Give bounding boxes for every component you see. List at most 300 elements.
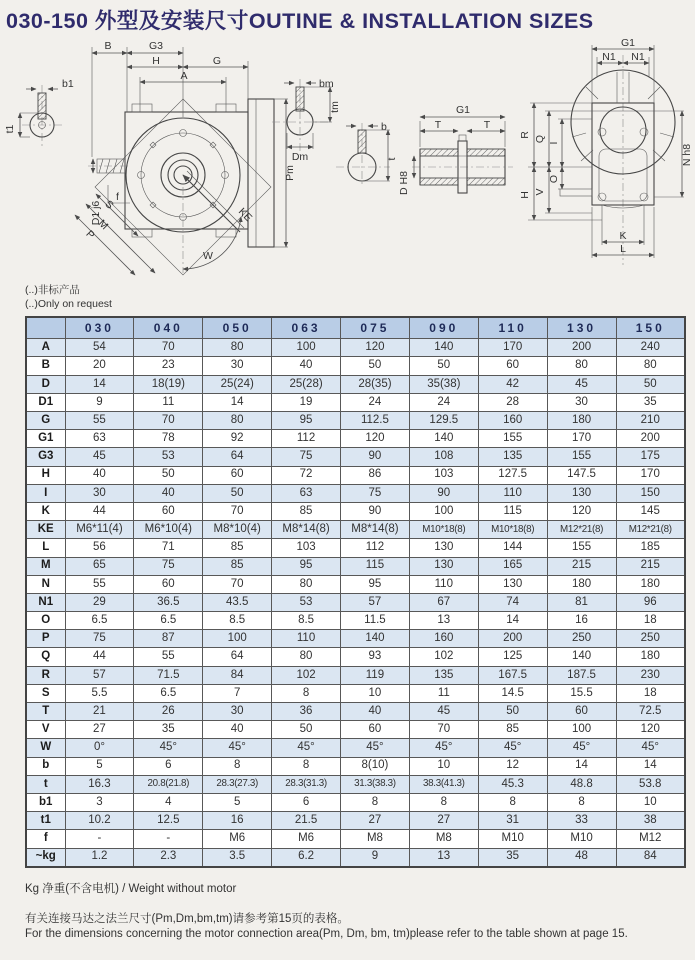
dimension-cell: 16 [203,812,272,830]
dim-label-dh8: D H8 [398,171,410,195]
table-row-D1 [26,393,685,411]
dimension-cell: 45.3 [478,775,547,793]
dim-label-O: O [548,174,560,184]
table-row-R [26,666,685,684]
dimension-cell: 28.3(31.3) [272,775,341,793]
dim-label-G: G [212,55,222,67]
dimension-cell: 150 [616,484,685,502]
dimension-cell: 80 [616,357,685,375]
table-row-t [26,775,685,793]
dimension-cell: 140 [547,648,616,666]
dimension-cell: 5.5 [65,684,134,702]
dimension-cell: 36.5 [134,593,203,611]
row-label: Q [26,648,65,666]
weight-note: Kg 净重(不含电机) / Weight without motor [25,882,237,895]
dimension-cell: 30 [203,703,272,721]
dimension-cell: M10*18(8) [409,521,478,539]
dimension-cell: 45° [134,739,203,757]
dimension-cell: 3.5 [203,848,272,867]
dimension-cell: 72.5 [616,703,685,721]
dimension-cell: 70 [203,575,272,593]
dimension-cell: 8 [478,793,547,811]
dim-label-tm: tm [329,101,341,113]
dim-label-n1-right: N1 [631,51,645,63]
dimension-cell: 50 [341,357,410,375]
dimension-cell: 71 [134,539,203,557]
dimension-cell: 45° [478,739,547,757]
dimension-cell: M8*14(8) [341,521,410,539]
dimension-cell: 45° [409,739,478,757]
dimension-cell: 170 [547,430,616,448]
table-row-I [26,484,685,502]
request-notes [25,284,695,311]
column-header-150: 150 [616,317,685,339]
dimension-cell: 102 [272,666,341,684]
row-label: G [26,412,65,430]
dimension-cell: 7 [203,684,272,702]
dimension-cell: 29 [65,593,134,611]
dimension-cell: 13 [409,848,478,867]
table-row-M [26,557,685,575]
row-label: t [26,775,65,793]
dimension-cell: 125 [478,648,547,666]
dimension-cell: 45 [547,375,616,393]
dimension-cell: 210 [616,412,685,430]
dimension-cell: 27 [409,812,478,830]
dimension-cell: 48.8 [547,775,616,793]
dimension-cell: 85 [203,557,272,575]
dimension-cell: 43.5 [203,593,272,611]
dimension-cell: 130 [409,557,478,575]
dimension-cell: 155 [547,448,616,466]
dimension-cell: 45° [272,739,341,757]
dimension-cell: 84 [203,666,272,684]
dimension-cell: 110 [478,484,547,502]
dimension-cell: M12 [616,830,685,848]
dim-label-M: M [95,217,111,233]
dimension-cell: 120 [341,339,410,357]
dimension-cell: M10*18(8) [478,521,547,539]
dimension-cell: 8 [272,684,341,702]
dimension-cell: M8*14(8) [272,521,341,539]
row-label: B [26,357,65,375]
dimension-cell: 53 [272,593,341,611]
dimension-cell: 215 [547,557,616,575]
dimension-cell: 75 [272,448,341,466]
dimension-cell: 108 [409,448,478,466]
row-label: t1 [26,812,65,830]
dimension-cell: 14 [478,612,547,630]
dimension-cell: 200 [478,630,547,648]
dim-label-g1-shaft: G1 [455,104,471,116]
dimension-cell: 54 [65,339,134,357]
dimension-cell: 16.3 [65,775,134,793]
table-corner-cell [26,317,65,339]
dim-label-b1: b1 [62,78,74,90]
column-header-030: 030 [65,317,134,339]
dim-label-G3: G3 [148,40,164,52]
dim-label-g1-rear: G1 [620,37,636,49]
dimension-cell: 30 [65,484,134,502]
dimension-cell: 40 [341,703,410,721]
dimension-cell: 20 [65,357,134,375]
dimension-cell: 50 [616,375,685,393]
dimension-cell: 19 [272,393,341,411]
dimension-cell: 86 [341,466,410,484]
dimension-cell: 63 [272,484,341,502]
dimension-cell: 12.5 [134,812,203,830]
footer-note-en: For the dimensions concerning the motor connection area(Pm, Dm, bm, tm)please refer to the table shown at page 15. [25,928,628,941]
dimension-cell: 180 [547,575,616,593]
dimension-cell: 6.2 [272,848,341,867]
dimension-cell: 70 [409,721,478,739]
dimension-cell: 60 [341,721,410,739]
dimension-cell: 60 [134,502,203,520]
dimension-cell: 64 [203,648,272,666]
dimension-cell: 5 [203,793,272,811]
dim-label-t1: t1 [4,124,16,134]
dimension-cell: 38.3(41.3) [409,775,478,793]
dimension-cell: 28(35) [341,375,410,393]
dimension-cell: 26 [134,703,203,721]
dimension-cell: 110 [409,575,478,593]
dimension-cell: 8(10) [341,757,410,775]
row-label: G3 [26,448,65,466]
row-label: N1 [26,593,65,611]
dimension-cell: 38 [616,812,685,830]
dimension-cell: 35 [478,848,547,867]
table-row-D [26,375,685,393]
dimension-cell: 8 [272,757,341,775]
dimension-cell: 45 [65,448,134,466]
dimension-cell: 160 [478,412,547,430]
dimension-cell: 144 [478,539,547,557]
dimension-cell: M6*11(4) [65,521,134,539]
dimension-cell: 20.8(21.8) [134,775,203,793]
dimension-drawings-svg [0,37,695,282]
dimension-cell: 35(38) [409,375,478,393]
dim-label-n1-left: N1 [602,51,616,63]
dimension-cell: 80 [272,648,341,666]
dimension-cell: 140 [409,339,478,357]
dimension-cell: 67 [409,593,478,611]
dimension-cell: 16 [547,612,616,630]
dimension-cell: 130 [547,484,616,502]
dimension-cell: 50 [478,703,547,721]
dimension-cell: 27 [65,721,134,739]
row-label: ~kg [26,848,65,867]
row-label: P [26,630,65,648]
dimension-cell: 40 [134,484,203,502]
dim-label-nh8: N h8 [681,143,693,167]
dimension-cell: 155 [547,539,616,557]
dimension-cell: 57 [65,666,134,684]
dimension-cell: 45° [341,739,410,757]
dimension-cell: 5 [65,757,134,775]
dimension-cell: 3 [65,793,134,811]
table-row-~kg [26,848,685,867]
table-row-t1 [26,812,685,830]
dimension-cell: 78 [134,430,203,448]
dimension-cell: 24 [409,393,478,411]
dimension-cell: 140 [341,630,410,648]
table-row-B [26,357,685,375]
column-header-063: 063 [272,317,341,339]
dimension-cell: 170 [616,466,685,484]
table-row-V [26,721,685,739]
dim-label-R: R [519,131,531,139]
dimension-cell: M6 [203,830,272,848]
dim-label-Dm: Dm [291,151,309,163]
dimension-cell: 175 [616,448,685,466]
dimension-cell: 56 [65,539,134,557]
dimension-cell: 6.5 [65,612,134,630]
rear-view [519,37,693,265]
dimension-cell: 95 [272,412,341,430]
dimension-cell: 50 [134,466,203,484]
dimension-cell: 1.2 [65,848,134,867]
row-label: G1 [26,430,65,448]
dimension-cell: 80 [547,357,616,375]
dimension-cell: 10 [616,793,685,811]
table-row-KE [26,521,685,539]
dimension-cell: 18 [616,684,685,702]
dimension-cell: 100 [203,630,272,648]
row-label: V [26,721,65,739]
dimension-cell: 36 [272,703,341,721]
dim-label-f: f [116,191,119,203]
dim-label-W: W [203,250,213,262]
dimension-cell: - [134,830,203,848]
table-row-G1 [26,430,685,448]
dimension-cell: 170 [478,339,547,357]
dimension-cell: 92 [203,430,272,448]
dimension-cell: 8.5 [272,612,341,630]
dimension-cell: 31.3(38.3) [341,775,410,793]
dimension-cell: 4 [134,793,203,811]
dimension-cell: 100 [272,339,341,357]
dimension-cell: 100 [547,721,616,739]
table-row-f [26,830,685,848]
table-row-N1 [26,593,685,611]
table-row-P [26,630,685,648]
dimension-cell: 11 [409,684,478,702]
dimension-cell: 165 [478,557,547,575]
dimension-cell: 215 [616,557,685,575]
dimension-cell: 85 [478,721,547,739]
dimension-cell: 18 [616,612,685,630]
row-label: T [26,703,65,721]
dimension-cell: 35 [134,721,203,739]
dimension-cell: 28.3(27.3) [203,775,272,793]
dimension-cell: M12*21(8) [547,521,616,539]
dimension-cell: 60 [203,466,272,484]
dimension-cell: 80 [203,412,272,430]
dimension-cell: 119 [341,666,410,684]
table-row-A [26,339,685,357]
dimension-cell: 115 [478,502,547,520]
dimension-cell: 81 [547,593,616,611]
dimension-cell: 28 [478,393,547,411]
dimension-cell: 55 [65,575,134,593]
table-row-N [26,575,685,593]
row-label: N [26,575,65,593]
dimension-cell: 14 [616,757,685,775]
dimension-cell: 15.5 [547,684,616,702]
dimension-cell: 35 [616,393,685,411]
table-row-H [26,466,685,484]
dim-label-H: H [152,55,160,67]
dim-label-b: b [381,121,387,133]
row-label: KE [26,521,65,539]
dimension-cell: 63 [65,430,134,448]
dimension-cell: 13 [409,612,478,630]
row-label: D1 [26,393,65,411]
dimension-cell: 180 [547,412,616,430]
dimension-cell: 185 [616,539,685,557]
dim-label-Q: Q [534,134,546,144]
dim-label-L: L [620,243,626,255]
dimension-cell: 103 [272,539,341,557]
dimension-cell: 112 [341,539,410,557]
note-cn: (..)非标产品 [25,284,80,296]
dimension-cell: M8*10(4) [203,521,272,539]
dimension-cell: 74 [478,593,547,611]
dim-label-P: P [83,228,97,242]
table-row-b1 [26,793,685,811]
dim-label-S: S [102,198,116,212]
dimension-cell: 95 [272,557,341,575]
dimension-cell: 12 [478,757,547,775]
shaft-sections [272,78,513,195]
table-row-G3 [26,448,685,466]
table-row-W [26,739,685,757]
dimension-cell: 40 [203,721,272,739]
dimension-cell: 90 [409,484,478,502]
note-en: (..)Only on request [25,297,112,310]
dim-label-K: K [619,230,627,242]
dimension-cell: 50 [272,721,341,739]
dimension-cell: 240 [616,339,685,357]
dimension-cell: 115 [341,557,410,575]
dim-label-d1j6: D1 j6 [90,200,102,226]
dimension-cell: 42 [478,375,547,393]
dimension-cell: 102 [409,648,478,666]
column-header-075: 075 [341,317,410,339]
dimension-cell: 0° [65,739,134,757]
dimension-cell: 25(28) [272,375,341,393]
dimension-cell: 230 [616,666,685,684]
dimension-cell: 14.5 [478,684,547,702]
row-label: K [26,502,65,520]
dimension-cell: 50 [409,357,478,375]
dimension-cell: 40 [272,357,341,375]
dimension-cell: 45° [547,739,616,757]
dimension-cell: M8 [341,830,410,848]
dimension-cell: 96 [616,593,685,611]
row-label: A [26,339,65,357]
dimension-cell: 45° [616,739,685,757]
dimension-cell: 180 [616,575,685,593]
dim-label-t: t [386,157,398,161]
dimension-cell: M12*21(8) [616,521,685,539]
technical-drawings [0,37,695,282]
dimension-cell: 24 [341,393,410,411]
dimension-cell: 93 [341,648,410,666]
dimension-cell: M6 [272,830,341,848]
dimension-cell: 21 [65,703,134,721]
dimension-cell: 145 [616,502,685,520]
dimension-cell: 6.5 [134,612,203,630]
table-header-row [26,317,685,339]
dimension-cell: 112 [272,430,341,448]
dim-label-V: V [534,188,546,196]
dimension-cell: 72 [272,466,341,484]
dimension-cell: 85 [272,502,341,520]
row-label: b1 [26,793,65,811]
row-label: b [26,757,65,775]
table-row-G [26,412,685,430]
row-label: O [26,612,65,630]
dimension-cell: M8 [409,830,478,848]
page-title: 030-150 外型及安装尺寸OUTINE & INSTALLATION SIZES [6,9,594,33]
dimension-cell: 11.5 [341,612,410,630]
dimension-cell: 200 [547,339,616,357]
table-row-T [26,703,685,721]
dimension-cell: 147.5 [547,466,616,484]
dimension-cell: 84 [616,848,685,867]
dimension-cell: 44 [65,502,134,520]
column-header-090: 090 [409,317,478,339]
dim-label-I: I [548,141,560,145]
dimension-cell: 187.5 [547,666,616,684]
dimension-cell: 57 [341,593,410,611]
dimension-cell: M10 [547,830,616,848]
dimension-cell: 21.5 [272,812,341,830]
dimension-cell: 55 [65,412,134,430]
column-header-040: 040 [134,317,203,339]
dimension-cell: 135 [478,448,547,466]
dimension-cell: 50 [203,484,272,502]
dimension-cell: 155 [478,430,547,448]
dimension-cell: 31 [478,812,547,830]
dimension-cell: 60 [478,357,547,375]
dimension-cell: 9 [65,393,134,411]
dimension-cell: 11 [134,393,203,411]
dimension-cell: 8 [203,757,272,775]
table-row-L [26,539,685,557]
row-label: f [26,830,65,848]
dimension-cell: 127.5 [478,466,547,484]
dimension-cell: M6*10(4) [134,521,203,539]
table-row-O [26,612,685,630]
footer-note-cn: 有关连接马达之法兰尺寸(Pm,Dm,bm,tm)请参考第15页的表格。 [25,912,349,925]
dimension-cell: 6.5 [134,684,203,702]
dimension-cell: 140 [409,430,478,448]
dimension-cell: - [65,830,134,848]
dimension-cell: 200 [616,430,685,448]
table-row-Q [26,648,685,666]
dimension-cell: 120 [341,430,410,448]
dimension-cell: 120 [616,721,685,739]
column-header-130: 130 [547,317,616,339]
dimension-cell: 18(19) [134,375,203,393]
dimension-cell: 65 [65,557,134,575]
row-label: R [26,666,65,684]
dimension-cell: 14 [547,757,616,775]
dimension-cell: 23 [134,357,203,375]
table-row-b [26,757,685,775]
